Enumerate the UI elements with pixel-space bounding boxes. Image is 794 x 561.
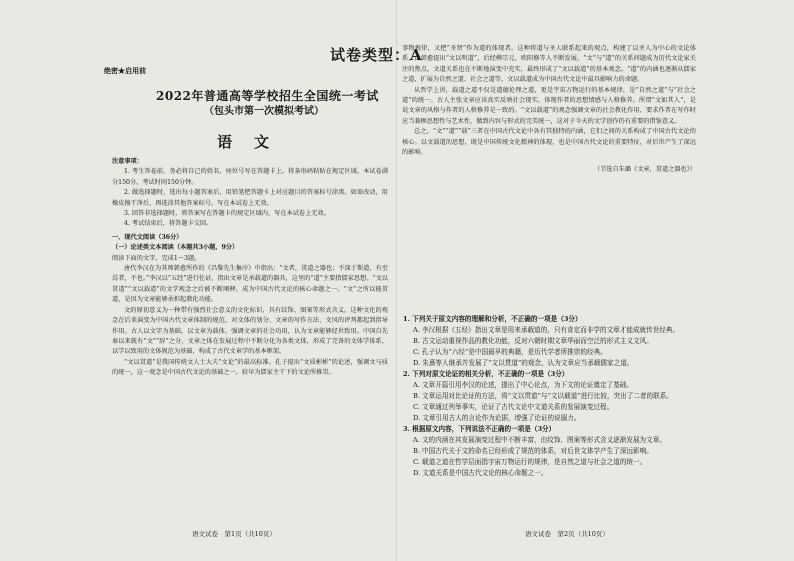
page-footer-left: 语文试卷 第1页（共10页）: [192, 530, 276, 538]
article-paragraph: 事物规律，又把“圣贤”作为道的体现者。这种将道与圣人联系起来的观点，构建了以圣人为中心的文论体系，由韩愈提出“文以明道”，后经柳宗元、欧阳修等人不断发展，“文”与“道”的关系问题成为历代文论家关注的焦点。文道关系也在不断地演变中充实，最终形成了“文以载道”的基本观念。“道”的内涵也逐渐从儒家之道，扩展为自然之道、社会之道等，文以载道成为中国古代文论中最具影响力的命题。: [402, 45, 696, 84]
question-stem: 3. 根据原文内容，下列说法不正确的一项是（3分）: [403, 425, 556, 433]
question-option: A. 李汉根据《五经》指出文章是用来承载道的，只有肯定而非学的文章才能成就传世经典。: [413, 326, 680, 334]
question-stem: 1. 下列关于原文内容的理解和分析，不正确的一项是（3分）: [403, 315, 582, 323]
paper-type: 试卷类型：A: [330, 46, 423, 64]
notice-item: 4. 考试结束后，将答题卡交回。: [124, 220, 213, 228]
question-option: D. 文章引用古人的言论作为论据，增强了论证的说服力。: [413, 414, 581, 422]
exam-subtitle: （包头市第一次模拟考试）: [204, 106, 324, 117]
page-fold: [396, 0, 398, 561]
question-option: B. 古文运动重视作品的教化功能，反对六朝时期文章华丽而空泛的形式主义文风。: [413, 337, 653, 345]
subsection-heading: （一）论述类文本阅读（本题共3小题，9分）: [112, 244, 239, 252]
question-option: C. 文章通过列举事实，论证了古代文论中文道关系的发展演变过程。: [413, 403, 614, 411]
secret-mark: 绝密★启用前: [104, 66, 146, 75]
article-paragraph: “文以贯道”是我国传统文人士大夫“文论”的最高标准。孔子提出“文质彬彬”的论述，强调文与质的统一，这一观念是中国古代文论的基础之一，较早为儒家主干下的文论所推崇。: [112, 358, 388, 377]
question-option: A. 文的内涵在其发展演变过程中不断丰富，由纹饰、图案等形式含义逐渐发展为文章。: [413, 436, 666, 444]
notice-heading: 注意事项：: [112, 158, 143, 165]
notice-item: 1. 考生答卷前，务必将自己的姓名、座位号写在答题卡上。将条形码粘贴在规定区域。本试卷满分150分，考试时间150分钟。: [112, 168, 388, 186]
article-paragraph: 总之，“文”“道”“载”三者在中国古代文论中各有其独特的内涵，它们之间的关系构成了中国古代文论的核心。以文载道的思想，既是中国传统文化精神的体现，也是中国古代文论的重要特征，对后世产生了深远的影响。: [402, 128, 696, 157]
question-option: A. 文章开篇引用李汉的论述，提出了中心论点，为下文的论证奠定了基础。: [413, 381, 633, 389]
left-body: [112, 157, 388, 497]
notice-item: 2. 做选择题时，选出每小题答案后，用铅笔把答题卡上对应题目的答案标号涂黑。如需改动，用橡皮擦干净后，再选涂其他答案标号。写在本试卷上无效。: [112, 189, 388, 207]
article-paragraph: 文的原初意义为一种带有强烈社会意义的文化标识，具有纹饰、图案等形式含义。这种文化的观念在后来演变为中国古代文章体制的规范，对文体的划分、文章的写作方法、文风的评判都起到指导作用。古人以文字为基础，以文章为载体，强调文章的社会功用，认为文章能够经世致用。中国自先秦以来就有“文”“辞”之分，文章之体在发展过程中不断分化为各类文体，形成了完备的文体学体系，以学以致用的文体规范为基础，构成了古代文章学的基本框架。: [112, 306, 388, 356]
exam-title: 2022年普通高等学校招生全国统一考试: [156, 89, 379, 103]
subject-title: 语文: [217, 133, 292, 151]
question-option: C. 载道之道在哲学层面指宇宙万物运行的规律，是自然之道与社会之道的统一。: [413, 458, 647, 466]
article-paragraph: 唐代李汉在为其师韩愈所作的《昌黎先生集序》中指出：“文者，贯道之器也；不深于斯道，有至焉者，不也。”李汉以“五经”进行佐证，指出文章是承载道的器具，这里的“道”主要指儒家思想。“文以贯道”“文以载道”的文学观念之后被不断阐释，成为中国古代文论的核心命题之一。“文”之所以能贯道，是因为文章能够承担起教化功能。: [112, 265, 388, 304]
question-option: D. 文道关系是中国古代文论的核心命题之一。: [413, 469, 548, 477]
article-source: （节选自朱璐《文章，贯道之器也》）: [593, 165, 696, 173]
right-article: [402, 44, 696, 282]
page-footer-right: 语文试卷 第2页（共10页）: [525, 530, 609, 538]
questions-block: [403, 314, 697, 524]
question-option: B. 中国古代关于文的命名已经形成了规范的体系，对后世文体学产生了深远影响。: [413, 447, 653, 455]
section-heading: 一、现代文阅读（36分）: [112, 233, 183, 241]
question-option: D. 朱熹等人继承并发展了“文以贯道”的观念，认为文章应当承载儒家之道。: [413, 359, 634, 367]
article-paragraph: 从哲学上讲，载道之道不仅是道德伦理之道，更是宇宙万物运行的基本规律，是“自然之道”与“社会之道”的统一。古人主张文章应该真实反映社会现实，体现作者的思想情感与人格修养。所谓“文如其人”，是说文章的风格与作者的人格修养是一致的。“文以载道”的观念强调文章的社会教化作用，要求作者在写作时应当兼顾思想性与艺术性，做到内容与形式的完美统一，这对于今天的文学创作仍有重要的借鉴意义。: [402, 86, 696, 125]
notice-item: 3. 回答非选择题时，将答案写在答题卡的规定区域内，写在本试卷上无效。: [124, 210, 330, 218]
reading-instruction: 阅读下面的文字，完成1～3题。: [112, 254, 201, 262]
question-option: C. 孔子认为“六经”是中国最早的典籍，是历代学者所推崇的经典。: [413, 348, 607, 356]
question-option: B. 文章运用对比论证的方法，将“文以贯道”与“文以载道”进行比较，突出了二者的联系。: [413, 392, 673, 400]
question-stem: 2. 下列对原文论证的相关分析，不正确的一项是（3分）: [403, 370, 569, 378]
